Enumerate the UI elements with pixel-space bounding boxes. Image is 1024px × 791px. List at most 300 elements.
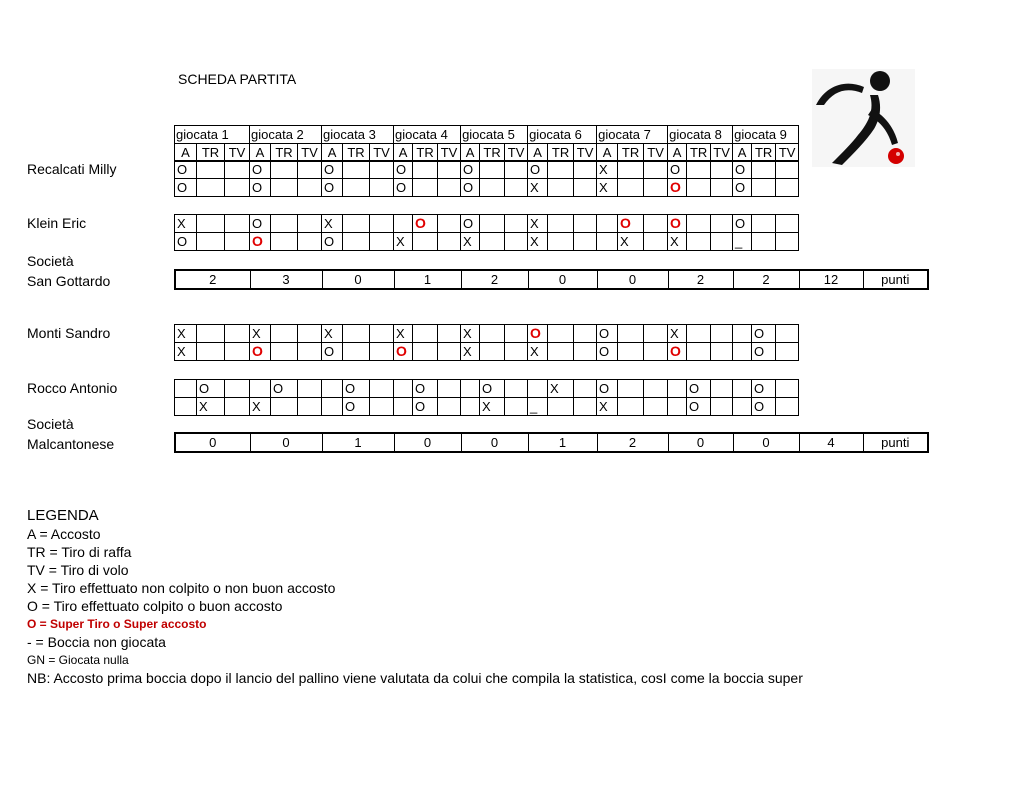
shot-cell: [271, 343, 298, 361]
shot-cell: O: [618, 215, 644, 233]
shot-cell: [197, 343, 225, 361]
points-label: punti: [863, 433, 928, 452]
shot-cell: [480, 233, 505, 251]
shot-cell: [687, 343, 711, 361]
shot-cell: O: [413, 398, 438, 416]
shot-cell: O: [668, 161, 687, 179]
total-score: 4: [799, 433, 863, 452]
giocata-header: giocata 5: [461, 126, 528, 144]
shot-cell: [413, 325, 438, 343]
table-row: [175, 343, 799, 361]
shot-cell: O: [752, 398, 776, 416]
giocata-score: 2: [175, 270, 250, 289]
shot-cell: O: [597, 380, 618, 398]
shot-cell: [505, 179, 528, 197]
shot-cell: O: [461, 161, 480, 179]
shot-cell: [548, 215, 574, 233]
giocata-header: giocata 1: [175, 126, 250, 144]
shot-cell: X: [597, 161, 618, 179]
player-score-grid: [174, 214, 799, 251]
shot-cell: [298, 233, 322, 251]
shot-type-header: A: [597, 144, 618, 162]
shot-cell: [394, 380, 413, 398]
table-row: [175, 215, 799, 233]
shot-cell: [548, 325, 574, 343]
shot-cell: [505, 215, 528, 233]
legend-gn: GN = Giocata nulla: [27, 653, 129, 667]
shot-cell: [597, 215, 618, 233]
shot-type-header: TR: [618, 144, 644, 162]
shot-cell: [394, 398, 413, 416]
shot-cell: [574, 179, 597, 197]
shot-cell: [668, 398, 687, 416]
shot-cell: [343, 179, 370, 197]
shot-cell: [597, 233, 618, 251]
giocata-score: 2: [461, 270, 528, 289]
shot-cell: [505, 398, 528, 416]
shot-cell: [298, 161, 322, 179]
shot-cell: O: [343, 398, 370, 416]
shot-cell: [175, 380, 197, 398]
society-label-block: [27, 414, 114, 454]
shot-cell: [687, 325, 711, 343]
shot-cell: [225, 179, 250, 197]
shot-cell: [343, 233, 370, 251]
shot-cell: [733, 343, 752, 361]
shot-cell: [776, 325, 799, 343]
shot-type-header: A: [250, 144, 271, 162]
shot-type-header: TR: [548, 144, 574, 162]
shot-cell: [480, 215, 505, 233]
shot-cell: [505, 380, 528, 398]
shot-cell: [413, 233, 438, 251]
shot-cell: [250, 380, 271, 398]
shot-type-header: TV: [711, 144, 733, 162]
shot-cell: [574, 215, 597, 233]
shot-cell: [225, 380, 250, 398]
shot-cell: [776, 380, 799, 398]
shot-cell: [687, 161, 711, 179]
society-label-block: [27, 251, 110, 291]
player-score-grid: [174, 160, 799, 197]
shot-cell: [618, 325, 644, 343]
shot-cell: X: [597, 398, 618, 416]
shot-type-header: A: [733, 144, 752, 162]
society-label: Società: [27, 416, 74, 432]
shot-cell: [711, 398, 733, 416]
shot-cell: X: [528, 233, 548, 251]
shot-cell: [711, 343, 733, 361]
shot-type-header: TR: [687, 144, 711, 162]
shot-cell: [733, 325, 752, 343]
shot-cell: [271, 161, 298, 179]
shot-cell: [480, 325, 505, 343]
shot-cell: [711, 215, 733, 233]
shot-cell: O: [461, 179, 480, 197]
shot-cell: [343, 215, 370, 233]
shot-cell: [370, 179, 394, 197]
society-score-row: [174, 269, 929, 290]
shot-cell: [505, 161, 528, 179]
shot-cell: [271, 325, 298, 343]
shot-cell: O: [597, 325, 618, 343]
shot-cell: [644, 161, 668, 179]
shot-cell: O: [322, 161, 343, 179]
shot-cell: [548, 343, 574, 361]
shot-cell: [225, 325, 250, 343]
shot-cell: O: [250, 233, 271, 251]
shot-type-header: TV: [370, 144, 394, 162]
shot-type-header: TV: [776, 144, 799, 162]
giocata-header: giocata 2: [250, 126, 322, 144]
shot-cell: X: [668, 325, 687, 343]
shot-cell: [618, 343, 644, 361]
shot-cell: [225, 233, 250, 251]
shot-cell: O: [197, 380, 225, 398]
shot-type-header: A: [668, 144, 687, 162]
shot-cell: O: [394, 343, 413, 361]
giocata-score: 2: [668, 270, 733, 289]
shot-cell: O: [687, 398, 711, 416]
shot-type-header: TR: [413, 144, 438, 162]
shot-cell: [711, 325, 733, 343]
shot-cell: [548, 161, 574, 179]
shot-cell: [548, 179, 574, 197]
table-row: [175, 380, 799, 398]
shot-cell: [574, 380, 597, 398]
giocata-score: 1: [322, 433, 394, 452]
shot-cell: [644, 179, 668, 197]
shot-cell: O: [175, 161, 197, 179]
shot-type-header: TV: [225, 144, 250, 162]
shot-cell: [752, 179, 776, 197]
shot-cell: [197, 179, 225, 197]
shot-cell: [197, 233, 225, 251]
shot-cell: [370, 215, 394, 233]
shot-cell: [644, 325, 668, 343]
shot-cell: [370, 325, 394, 343]
giocata-score: 0: [528, 270, 597, 289]
shot-type-header: TV: [505, 144, 528, 162]
shot-type-header: TV: [298, 144, 322, 162]
page-title: SCHEDA PARTITA: [178, 71, 297, 87]
shot-cell: O: [752, 380, 776, 398]
shot-cell: [644, 398, 668, 416]
giocata-header: giocata 8: [668, 126, 733, 144]
shot-cell: X: [461, 233, 480, 251]
shot-cell: [574, 233, 597, 251]
shot-cell: O: [322, 179, 343, 197]
shot-cell: X: [668, 233, 687, 251]
shot-cell: X: [250, 325, 271, 343]
shot-cell: [298, 343, 322, 361]
legend-note: NB: Accosto prima boccia dopo il lancio del pallino viene valutata da colui che compila la statistica, cosI come la boccia super: [27, 670, 803, 686]
shot-cell: [438, 325, 461, 343]
shot-cell: [271, 215, 298, 233]
legend-heading: LEGENDA: [27, 507, 99, 524]
giocata-score: 0: [250, 433, 322, 452]
shot-cell: [733, 398, 752, 416]
shot-cell: [271, 179, 298, 197]
shot-cell: [480, 179, 505, 197]
shot-cell: X: [618, 233, 644, 251]
shot-cell: [225, 398, 250, 416]
shot-cell: [618, 179, 644, 197]
shot-cell: [461, 380, 480, 398]
shot-cell: O: [461, 215, 480, 233]
shot-cell: [298, 380, 322, 398]
giocata-score: 0: [597, 270, 668, 289]
shot-cell: O: [413, 215, 438, 233]
shot-cell: O: [528, 161, 548, 179]
giocata-header: giocata 7: [597, 126, 668, 144]
table-row: [175, 233, 799, 251]
shot-cell: [711, 233, 733, 251]
table-row: [175, 161, 799, 179]
shot-cell: O: [752, 343, 776, 361]
shot-cell: [461, 398, 480, 416]
shot-cell: [574, 161, 597, 179]
shot-cell: X: [175, 325, 197, 343]
shot-cell: [644, 343, 668, 361]
shot-cell: X: [597, 179, 618, 197]
shot-cell: [225, 215, 250, 233]
shot-cell: _: [733, 233, 752, 251]
giocata-header: giocata 4: [394, 126, 461, 144]
shot-cell: [687, 179, 711, 197]
player-score-grid: [174, 379, 799, 416]
shot-cell: O: [528, 325, 548, 343]
shot-cell: [687, 233, 711, 251]
legend-line: X = Tiro effettuato non colpito o non buon accosto: [27, 580, 336, 596]
shot-cell: [776, 179, 799, 197]
player-name: Recalcati Milly: [27, 161, 117, 177]
shot-type-header: TR: [343, 144, 370, 162]
player-name: Klein Eric: [27, 215, 87, 231]
shot-cell: [343, 325, 370, 343]
shot-cell: [298, 325, 322, 343]
legend-line: TV = Tiro di volo: [27, 562, 129, 578]
shot-type-header: A: [528, 144, 548, 162]
table-row: [175, 398, 799, 416]
legend-super: O = Super Tiro o Super accosto: [27, 617, 207, 631]
shot-cell: O: [668, 215, 687, 233]
shot-cell: X: [480, 398, 505, 416]
giocata-score: 0: [461, 433, 528, 452]
shot-cell: [438, 161, 461, 179]
giocata-score: 1: [528, 433, 597, 452]
shot-cell: [548, 398, 574, 416]
shot-cell: [480, 343, 505, 361]
shot-type-header: TV: [438, 144, 461, 162]
shot-cell: O: [733, 161, 752, 179]
shot-cell: [752, 233, 776, 251]
shot-cell: X: [175, 215, 197, 233]
shot-cell: [776, 398, 799, 416]
shot-cell: [776, 161, 799, 179]
shot-cell: [413, 179, 438, 197]
shot-cell: O: [668, 179, 687, 197]
shot-cell: [644, 233, 668, 251]
shot-cell: O: [413, 380, 438, 398]
shot-cell: [574, 325, 597, 343]
shot-cell: X: [461, 343, 480, 361]
legend-skip: - = Boccia non giocata: [27, 634, 166, 650]
shot-cell: [505, 233, 528, 251]
legend-line: O = Tiro effettuato colpito o buon accosto: [27, 598, 283, 614]
shot-cell: [711, 161, 733, 179]
shot-cell: O: [480, 380, 505, 398]
giocata-score: 2: [597, 433, 668, 452]
shot-cell: [225, 343, 250, 361]
shot-type-header: TV: [574, 144, 597, 162]
shot-cell: X: [197, 398, 225, 416]
shot-cell: O: [250, 179, 271, 197]
shot-type-header: A: [461, 144, 480, 162]
shot-cell: X: [175, 343, 197, 361]
shot-cell: [370, 233, 394, 251]
shot-cell: [574, 343, 597, 361]
shot-cell: [438, 233, 461, 251]
total-score: 12: [799, 270, 863, 289]
shot-cell: X: [528, 215, 548, 233]
legend-line: A = Accosto: [27, 526, 101, 542]
shot-cell: [343, 161, 370, 179]
shot-cell: [394, 215, 413, 233]
shot-cell: O: [687, 380, 711, 398]
shot-cell: [322, 398, 343, 416]
shot-cell: [197, 215, 225, 233]
shot-cell: O: [394, 161, 413, 179]
shot-cell: [752, 215, 776, 233]
shot-type-header: TR: [271, 144, 298, 162]
shot-cell: [343, 343, 370, 361]
giocata-score: 0: [668, 433, 733, 452]
shot-cell: X: [394, 233, 413, 251]
society-name: Malcantonese: [27, 436, 115, 452]
shot-cell: O: [394, 179, 413, 197]
shot-cell: O: [250, 215, 271, 233]
shot-cell: X: [528, 343, 548, 361]
shot-cell: [711, 179, 733, 197]
player-score-grid: [174, 324, 799, 361]
shot-cell: [752, 161, 776, 179]
shot-cell: [322, 380, 343, 398]
shot-cell: [574, 398, 597, 416]
shot-cell: O: [271, 380, 298, 398]
shot-type-header: A: [394, 144, 413, 162]
society-score-row: [174, 432, 929, 453]
header-grid: [174, 125, 799, 162]
table-row: [175, 325, 799, 343]
shot-cell: [298, 215, 322, 233]
shot-cell: O: [597, 343, 618, 361]
table-row: [175, 179, 799, 197]
shot-cell: [413, 343, 438, 361]
shot-cell: [548, 233, 574, 251]
giocata-header: giocata 6: [528, 126, 597, 144]
shot-cell: X: [461, 325, 480, 343]
legend-line: TR = Tiro di raffa: [27, 544, 132, 560]
shot-cell: [225, 161, 250, 179]
shot-type-header: A: [175, 144, 197, 162]
shot-cell: [644, 380, 668, 398]
shot-cell: [370, 343, 394, 361]
shot-cell: [370, 380, 394, 398]
shot-cell: [298, 398, 322, 416]
shot-cell: [298, 179, 322, 197]
shot-cell: X: [548, 380, 574, 398]
shot-cell: O: [322, 343, 343, 361]
player-name: Rocco Antonio: [27, 380, 118, 396]
giocata-score: 2: [733, 270, 799, 289]
shot-cell: [776, 343, 799, 361]
giocata-score: 0: [394, 433, 461, 452]
bocce-player-logo: [812, 69, 915, 167]
shot-cell: [197, 325, 225, 343]
player-name: Monti Sandro: [27, 325, 111, 341]
shot-cell: O: [250, 343, 271, 361]
shot-cell: [480, 161, 505, 179]
shot-cell: [776, 215, 799, 233]
shot-cell: O: [668, 343, 687, 361]
shot-cell: [711, 380, 733, 398]
shot-cell: [438, 343, 461, 361]
shot-cell: X: [528, 179, 548, 197]
shot-cell: O: [175, 233, 197, 251]
shot-cell: O: [343, 380, 370, 398]
shot-cell: [370, 161, 394, 179]
giocata-score: 3: [250, 270, 322, 289]
shot-type-header: TR: [480, 144, 505, 162]
shot-cell: [668, 380, 687, 398]
giocata-score: 0: [175, 433, 250, 452]
shot-cell: [271, 398, 298, 416]
shot-cell: [505, 325, 528, 343]
shot-type-header: A: [322, 144, 343, 162]
society-name: San Gottardo: [27, 273, 111, 289]
shot-cell: [528, 380, 548, 398]
shot-cell: [197, 161, 225, 179]
shot-cell: O: [752, 325, 776, 343]
shot-cell: [644, 215, 668, 233]
shot-cell: X: [250, 398, 271, 416]
shot-cell: O: [175, 179, 197, 197]
shot-cell: [175, 398, 197, 416]
points-label: punti: [863, 270, 928, 289]
society-label: Società: [27, 253, 74, 269]
giocata-score: 1: [394, 270, 461, 289]
shot-cell: O: [733, 179, 752, 197]
shot-cell: [618, 380, 644, 398]
shot-cell: [413, 161, 438, 179]
shot-type-header: TV: [644, 144, 668, 162]
shot-cell: X: [322, 215, 343, 233]
shot-cell: X: [394, 325, 413, 343]
giocata-score: 0: [733, 433, 799, 452]
shot-cell: [618, 161, 644, 179]
shot-cell: [271, 233, 298, 251]
shot-type-header: TR: [752, 144, 776, 162]
legend: [27, 507, 803, 687]
giocata-header: giocata 3: [322, 126, 394, 144]
shot-cell: [618, 398, 644, 416]
shot-cell: [687, 215, 711, 233]
shot-cell: _: [528, 398, 548, 416]
shot-cell: O: [322, 233, 343, 251]
shot-cell: [505, 343, 528, 361]
shot-cell: [438, 380, 461, 398]
